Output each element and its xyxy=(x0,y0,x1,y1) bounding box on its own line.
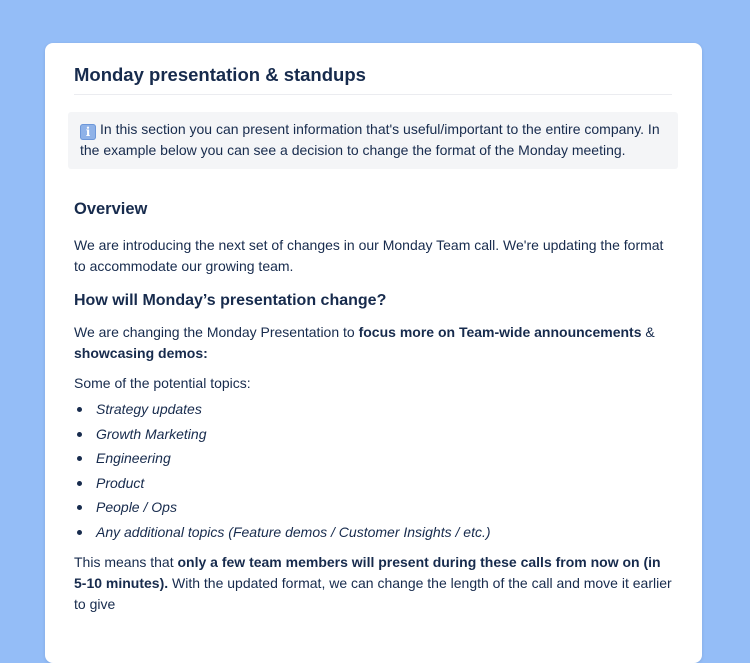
list-item xyxy=(74,446,674,471)
paragraph-text: We are changing the Monday Presentation to xyxy=(74,324,359,340)
list-item-text: People / Ops xyxy=(96,499,177,515)
list-item xyxy=(74,495,674,520)
info-panel-text: In this section you can present information that's useful/important to the entire company. In the example below you can see a decision to change the format of the Monday meeting. xyxy=(80,121,660,158)
bullet-icon xyxy=(77,407,82,412)
paragraph-bold-text: focus more on Team-wide announcements xyxy=(358,324,642,340)
overview-heading: Overview xyxy=(74,200,148,218)
bullet-icon xyxy=(77,481,82,486)
document-card xyxy=(45,43,702,663)
paragraph-text: With the updated format, we can change the length of the call and move it earlier to give xyxy=(74,575,672,612)
page-title: Monday presentation & standups xyxy=(74,64,366,85)
list-item-text: Any additional topics (Feature demos / Customer Insights / etc.) xyxy=(96,523,491,540)
list-item xyxy=(74,397,674,422)
presentation-change-heading: How will Monday’s presentation change? xyxy=(74,292,387,309)
presentation-change-paragraph xyxy=(74,322,674,364)
list-item xyxy=(74,422,674,447)
list-item-text: Product xyxy=(96,474,145,491)
paragraph-text: & xyxy=(641,324,655,340)
info-panel xyxy=(68,112,678,169)
bullet-icon xyxy=(77,530,82,535)
list-item-text: Strategy updates xyxy=(96,401,202,417)
list-item xyxy=(74,520,674,545)
bullet-icon xyxy=(77,456,82,461)
topics-intro: Some of the potential topics: xyxy=(74,375,251,391)
list-item xyxy=(74,471,674,496)
info-icon: i xyxy=(80,124,96,140)
paragraph-bold-text: only a few team members will present during these calls from now on (in 5-10 minutes). xyxy=(74,554,661,591)
paragraph-text: This means that xyxy=(74,554,178,570)
title-divider xyxy=(74,94,672,95)
overview-paragraph: We are introducing the next set of changes in our Monday Team call. We're updating the format to accommodate our growing team. xyxy=(74,237,664,274)
list-item-text: Engineering xyxy=(96,450,171,466)
bullet-icon xyxy=(77,432,82,437)
paragraph-bold-text: showcasing demos: xyxy=(74,345,208,361)
topics-list xyxy=(74,397,674,544)
page-content xyxy=(74,198,674,615)
format-change-paragraph xyxy=(74,552,674,615)
bullet-icon xyxy=(77,505,82,510)
list-item-text: Growth Marketing xyxy=(96,425,207,442)
